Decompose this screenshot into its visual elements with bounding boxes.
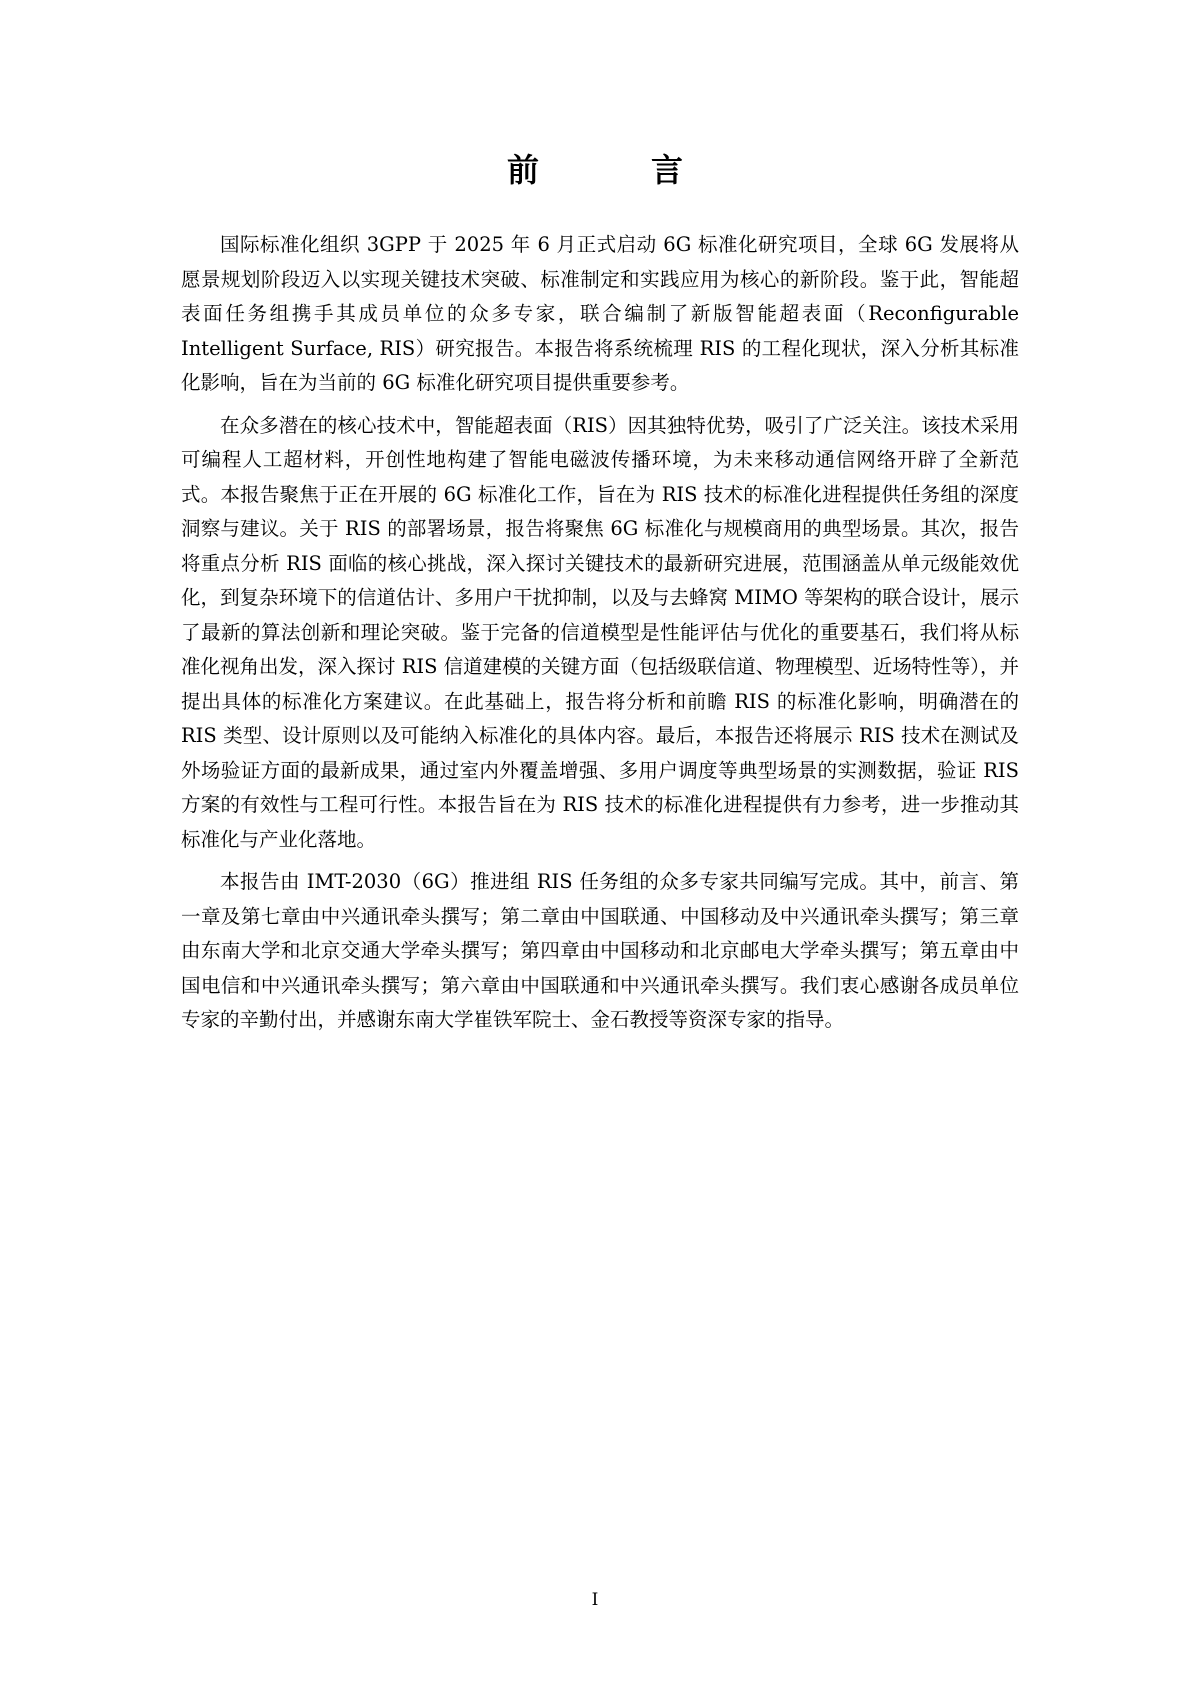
paragraph-1: 国际标准化组织 3GPP 于 2025 年 6 月正式启动 6G 标准化研究项目，全球 6G 发展将从愿景规划阶段迈入以实现关键技术突破、标准制定和实践应用为核心的新阶段。鉴于此，智能超表面任务组携手其成员单位的众多专家，联合编制了新版智能超表面（Reconfigurable Intelligent Surface, RIS）研究报告。本报告将系统梳理 RIS 的工程化现状，深入分析其标准化影响，旨在为当前的 6G 标准化研究项目提供重要参考。 — [181, 233, 1019, 394]
preface-body — [181, 228, 1019, 1046]
paragraph-3: 本报告由 IMT-2030（6G）推进组 RIS 任务组的众多专家共同编写完成。其中，前言、第一章及第七章由中兴通讯牵头撰写；第二章由中国联通、中国移动及中兴通讯牵头撰写；第三章由东南大学和北京交通大学牵头撰写；第四章由中国移动和北京邮电大学牵头撰写；第五章由中国电信和中兴通讯牵头撰写；第六章由中国联通和中兴通讯牵头撰写。我们衷心感谢各成员单位专家的辛勤付出，并感谢东南大学崔铁军院士、金石教授等资深专家的指导。 — [181, 870, 1019, 1031]
page-title: 前 言 — [506, 151, 723, 189]
paragraph-2: 在众多潜在的核心技术中，智能超表面（RIS）因其独特优势，吸引了广泛关注。该技术采用可编程人工超材料，开创性地构建了智能电磁波传播环境，为未来移动通信网络开辟了全新范式。本报告聚焦于正在开展的 6G 标准化工作，旨在为 RIS 技术的标准化进程提供任务组的深度洞察与建议。关于 RIS 的部署场景，报告将聚焦 6G 标准化与规模商用的典型场景。其次，报告将重点分析 RIS 面临的核心挑战，深入探讨关键技术的最新研究进展，范围涵盖从单元级能效优化，到复杂环境下的信道估计、多用户干扰抑制，以及与去蜂窝 MIMO 等架构的联合设计，展示了最新的算法创新和理论突破。鉴于完备的信道模型是性能评估与优化的重要基石，我们将从标准化视角出发，深入探讨 RIS 信道建模的关键方面（包括级联信道、物理模型、近场特性等），并提出具体的标准化方案建议。在此基础上，报告将分析和前瞻 RIS 的标准化影响，明确潜在的 RIS 类型、设计原则以及可能纳入标准化的具体内容。最后，本报告还将展示 RIS 技术在测试及外场验证方面的最新成果，通过室内外覆盖增强、多用户调度等典型场景的实测数据，验证 RIS 方案的有效性与工程可行性。本报告旨在为 RIS 技术的标准化进程提供有力参考，进一步推动其标准化与产业化落地。 — [181, 413, 1019, 851]
page-number: I — [591, 1590, 599, 1610]
